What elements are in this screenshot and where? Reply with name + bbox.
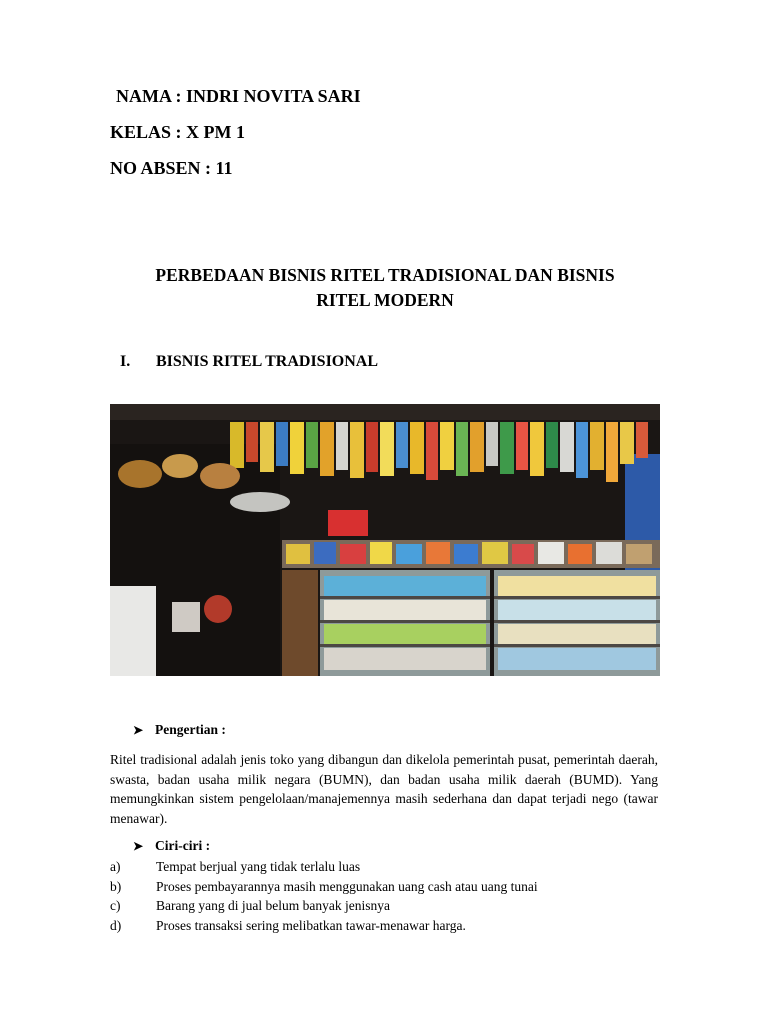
arrowhead-bullet-icon: ➤ — [133, 839, 144, 853]
pengertian-heading — [133, 722, 226, 738]
traditional-shop-photo — [110, 404, 660, 676]
document-title — [110, 263, 660, 313]
list-item — [110, 857, 658, 877]
section-heading — [120, 353, 378, 371]
list-item — [110, 877, 658, 897]
section-title: BISNIS RITEL TRADISIONAL — [156, 353, 379, 370]
glass-display-shelves — [320, 570, 660, 676]
list-item-text: Barang yang di jual belum banyak jenisnya — [156, 898, 390, 913]
student-number: NO ABSEN : 11 — [110, 158, 233, 178]
counter-products — [282, 540, 660, 568]
list-marker: c) — [110, 898, 121, 913]
list-item — [110, 916, 658, 936]
document-title-line-1: PERBEDAAN BISNIS RITEL TRADISIONAL DAN BISNIS — [155, 265, 615, 285]
section-number: I. — [120, 353, 131, 370]
list-item-text: Tempat berjual yang tidak terlalu luas — [156, 859, 361, 874]
list-item-text: Proses transaksi sering melibatkan tawar-menawar harga. — [156, 917, 466, 933]
student-class: KELAS : X PM 1 — [110, 122, 245, 142]
document-title-line-2: RITEL MODERN — [316, 290, 454, 310]
arrowhead-bullet-icon: ➤ — [133, 723, 144, 737]
list-item — [110, 896, 658, 916]
pengertian-label: Pengertian : — [155, 722, 226, 737]
student-name: NAMA : INDRI NOVITA SARI — [116, 86, 361, 106]
list-marker: d) — [110, 917, 122, 933]
list-item-text: Proses pembayarannya masih menggunakan uang cash atau uang tunai — [156, 878, 538, 894]
list-marker: b) — [110, 878, 122, 894]
ciri-list — [110, 857, 658, 935]
ciri-label: Ciri-ciri : — [155, 838, 211, 853]
ciri-heading — [133, 838, 210, 854]
pengertian-paragraph: Ritel tradisional adalah jenis toko yang dibangun dan dikelola pemerintah pusat, pemerintah daerah, swasta, badan usaha milik negara (BUMN), dan badan usaha milik daerah (BUMD). Yang memungkinkan sistem pengelolaan/manajemennya masih sederhana dan dapat terjadi nego (tawar menawar). — [110, 752, 658, 826]
list-marker: a) — [110, 859, 121, 874]
